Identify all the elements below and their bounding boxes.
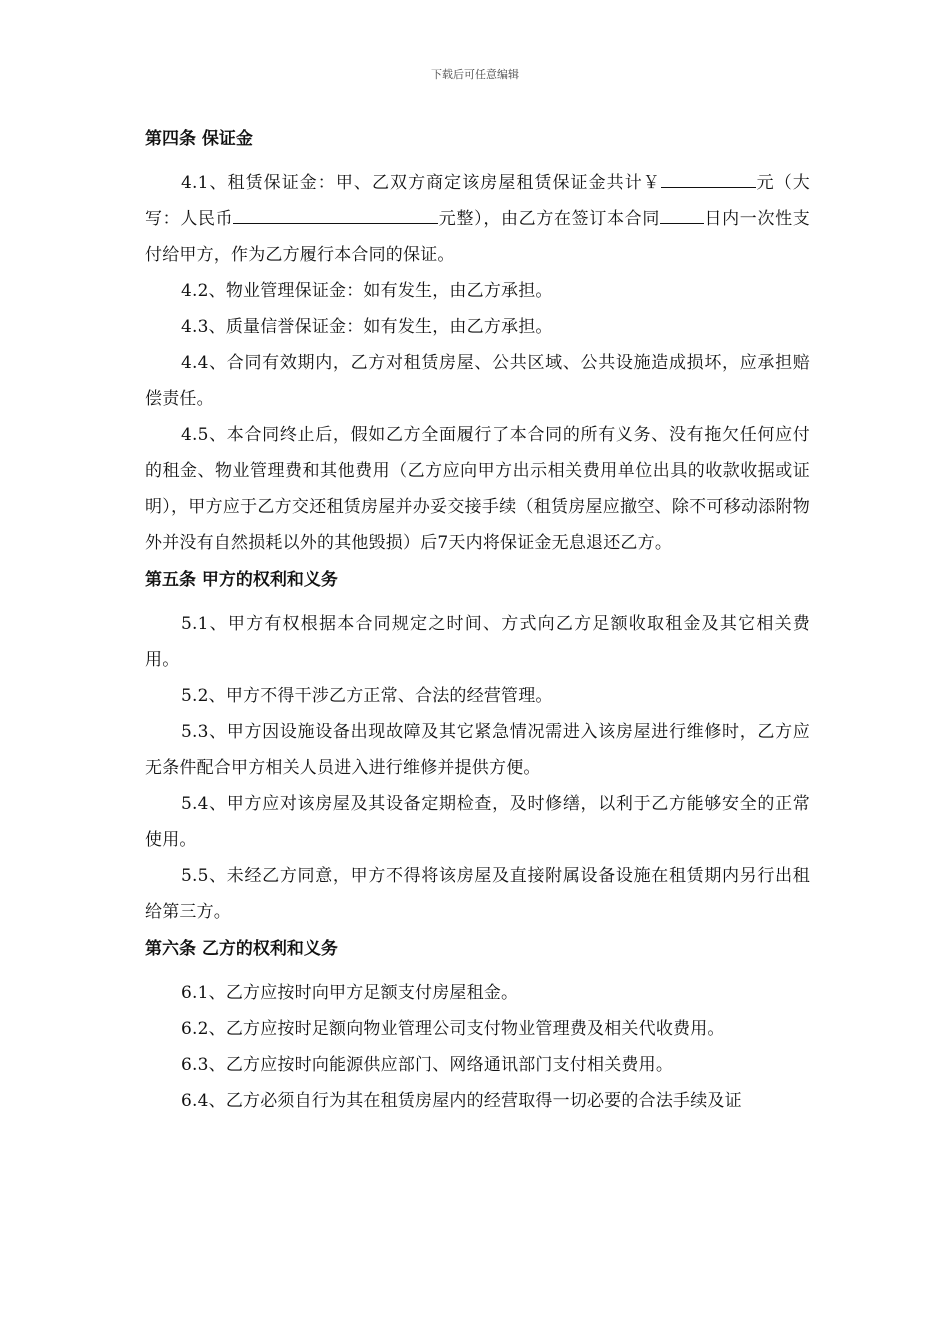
section-5-title: 第五条 甲方的权利和义务: [145, 570, 338, 590]
contract-document: [145, 124, 810, 1119]
days-blank: [660, 205, 704, 224]
clause-6-1: 6.1、乙方应按时向甲方足额支付房屋租金。: [181, 983, 519, 1003]
clause-4-1-text-a: 4.1、租赁保证金：甲、乙双方商定该房屋租赁保证金共计￥: [181, 173, 661, 193]
clause-4-1-text-c: 元整），由乙方在签订本合同: [438, 209, 660, 229]
amount-in-words-blank: [233, 205, 438, 224]
clause-4-2: 4.2、物业管理保证金：如有发生，由乙方承担。: [181, 281, 553, 301]
amount-blank: [661, 169, 756, 188]
clause-4-1: [145, 165, 810, 273]
clause-5-5: 5.5、未经乙方同意，甲方不得将该房屋及直接附属设备设施在租赁期内另行出租给第三方。: [145, 866, 810, 922]
clause-5-2: 5.2、甲方不得干涉乙方正常、合法的经营管理。: [181, 686, 553, 706]
clause-5-4: 5.4、甲方应对该房屋及其设备定期检查，及时修缮，以利于乙方能够安全的正常使用。: [145, 794, 810, 850]
section-6-title: 第六条 乙方的权利和义务: [145, 939, 338, 959]
clause-4-3: 4.3、质量信誉保证金：如有发生，由乙方承担。: [181, 317, 553, 337]
clause-6-3: 6.3、乙方应按时向能源供应部门、网络通讯部门支付相关费用。: [181, 1055, 674, 1075]
clause-6-2: 6.2、乙方应按时足额向物业管理公司支付物业管理费及相关代收费用。: [181, 1019, 725, 1039]
clause-5-1: 5.1、甲方有权根据本合同规定之时间、方式向乙方足额收取租金及其它相关费用。: [145, 614, 810, 670]
clause-4-4: 4.4、合同有效期内，乙方对租赁房屋、公共区域、公共设施造成损坏，应承担赔偿责任。: [145, 353, 810, 409]
clause-4-1-text-b: 元（大写：人民币: [145, 173, 810, 229]
clause-4-1-text-d: 日内一次性支付给甲方，作为乙方履行本合同的保证。: [145, 209, 811, 265]
clause-4-5: 4.5、本合同终止后，假如乙方全面履行了本合同的所有义务、没有拖欠任何应付的租金、物业管理费和其他费用（乙方应向甲方出示相关费用单位出具的收款收据或证明），甲方应于乙方交还租赁房屋并办妥交接手续（租赁房屋应撤空、除不可移动添附物外并没有自然损耗以外的其他毁损）后7天内将保证金无息退还乙方。: [145, 425, 810, 553]
clause-5-3: 5.3、甲方因设施设备出现故障及其它紧急情况需进入该房屋进行维修时，乙方应无条件配合甲方相关人员进入进行维修并提供方便。: [145, 722, 810, 778]
clause-6-4: 6.4、乙方必须自行为其在租赁房屋内的经营取得一切必要的合法手续及证: [181, 1091, 742, 1111]
page-header-watermark: 下载后可任意编辑: [431, 68, 519, 81]
section-4-title: 第四条 保证金: [145, 129, 253, 149]
